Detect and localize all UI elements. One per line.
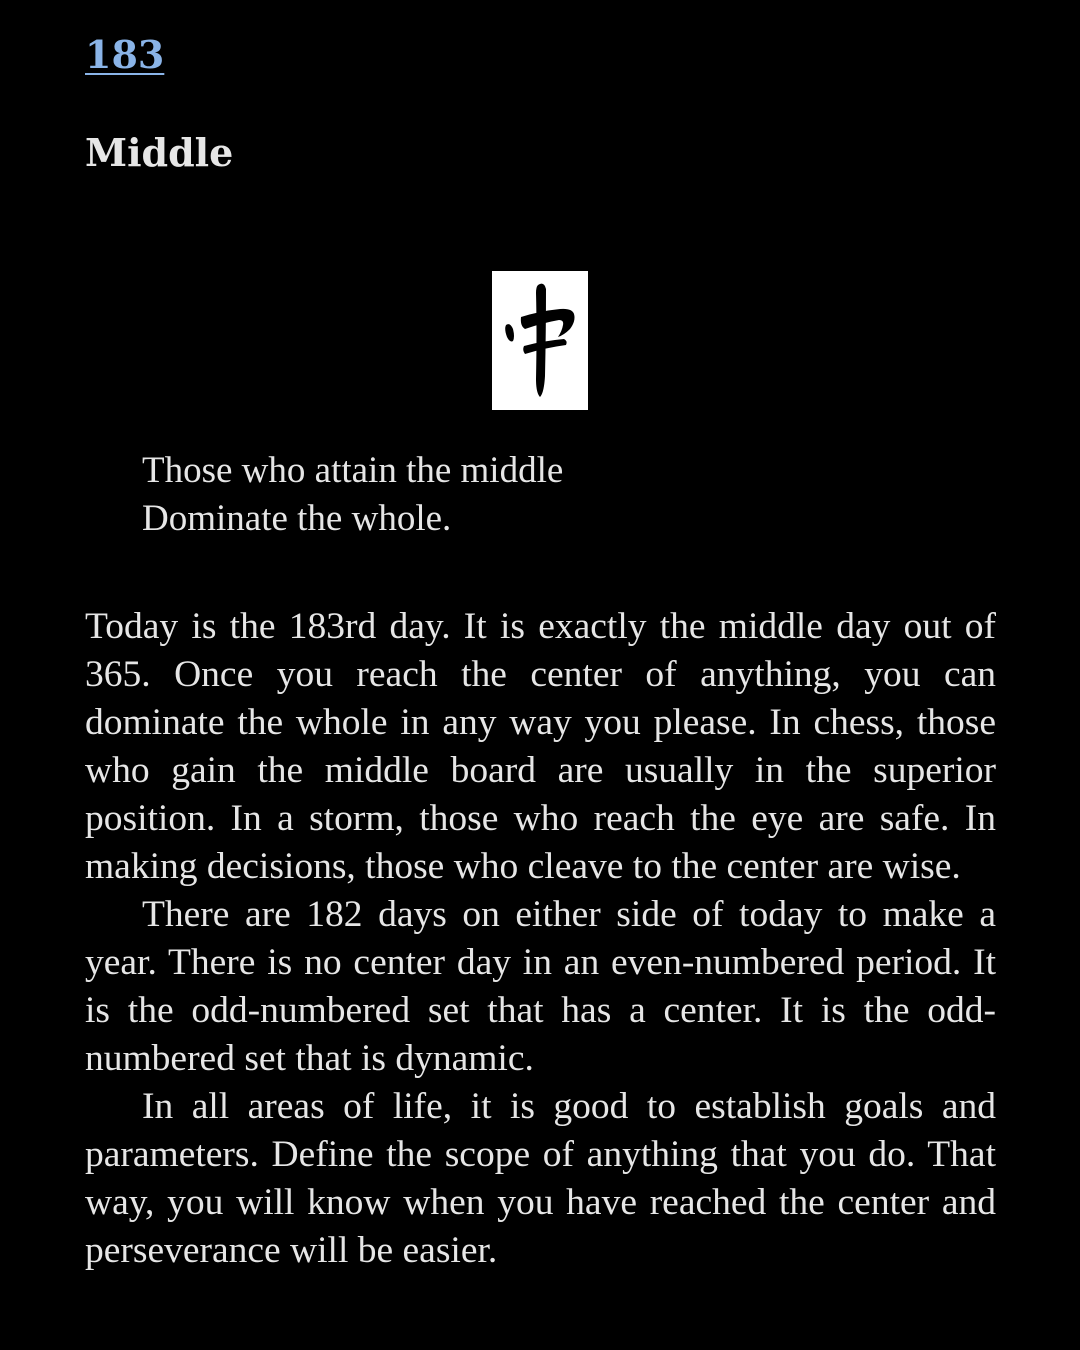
- epigraph-verse: [142, 447, 563, 543]
- page-number-link[interactable]: 183: [85, 32, 165, 77]
- verse-line: Dominate the whole.: [142, 498, 452, 539]
- zhong-character-icon: [492, 271, 588, 410]
- body-paragraph: In all areas of life, it is good to establish goals and parameters. Define the scope of anything that you do. That way, you will know when you have reached the center and perseverance will be easier.: [85, 1086, 996, 1271]
- verse-line: Those who attain the middle: [142, 450, 564, 491]
- body-paragraph: There are 182 days on either side of today to make a year. There is no center day in an even-numbered period. It is the odd-numbered set that has a center. It is the odd-numbered set that is dynamic.: [85, 894, 996, 1079]
- body-text: [85, 603, 996, 1275]
- body-paragraph: Today is the 183rd day. It is exactly the middle day out of 365. Once you reach the center of anything, you can dominate the whole in any way you please. In chess, those who gain the middle board are usually in the superior position. In a storm, those who reach the eye are safe. In making decisions, those who cleave to the center are wise.: [85, 606, 996, 887]
- chapter-title: Middle: [85, 130, 234, 175]
